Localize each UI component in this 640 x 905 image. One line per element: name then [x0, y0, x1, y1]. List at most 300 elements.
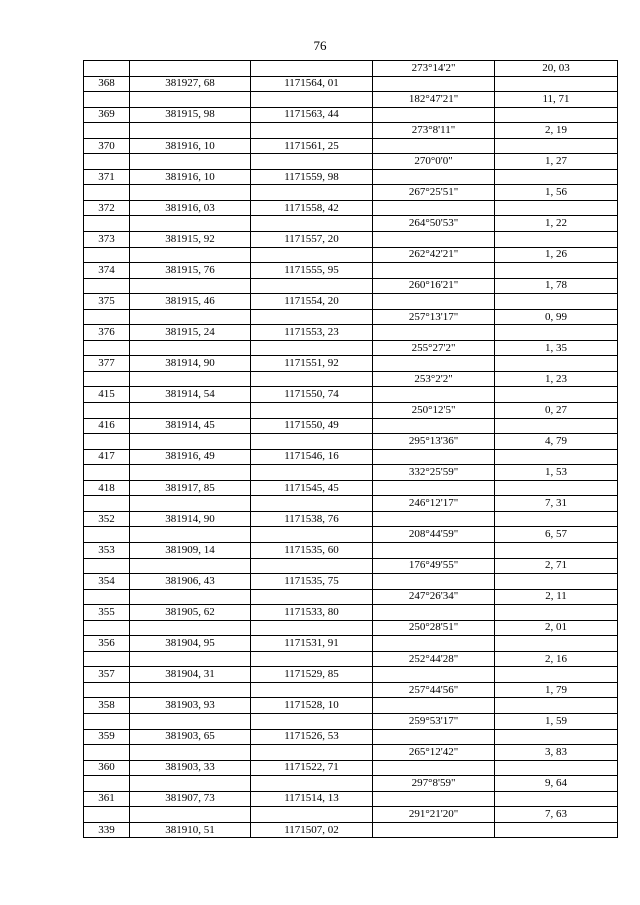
y-coordinate-cell	[251, 185, 373, 201]
y-coordinate-cell: 1171507, 02	[251, 822, 373, 838]
segment-length-cell	[495, 760, 618, 776]
point-cell	[84, 371, 130, 387]
y-coordinate-cell	[251, 589, 373, 605]
segment-length-cell	[495, 200, 618, 216]
direction-angle-cell	[373, 418, 495, 434]
segment-length-cell: 1, 79	[495, 682, 618, 698]
direction-angle-cell: 246°12'17"	[373, 496, 495, 512]
x-coordinate-cell	[130, 527, 251, 543]
point-cell: 368	[84, 76, 130, 92]
point-cell: 417	[84, 449, 130, 465]
direction-angle-cell	[373, 480, 495, 496]
table-row	[84, 589, 618, 605]
direction-angle-cell: 182°47'21"	[373, 92, 495, 108]
direction-angle-cell: 250°28'51"	[373, 620, 495, 636]
direction-angle-cell	[373, 636, 495, 652]
direction-angle-cell: 265°12'42"	[373, 745, 495, 761]
table-row	[84, 434, 618, 450]
table-row	[84, 278, 618, 294]
table-row	[84, 403, 618, 419]
x-coordinate-cell	[130, 496, 251, 512]
direction-angle-cell: 262°42'21"	[373, 247, 495, 263]
x-coordinate-cell	[130, 403, 251, 419]
table-row	[84, 294, 618, 310]
table-row	[84, 698, 618, 714]
table-row	[84, 729, 618, 745]
y-coordinate-cell	[251, 123, 373, 139]
table-row	[84, 496, 618, 512]
x-coordinate-cell: 381914, 45	[130, 418, 251, 434]
point-cell	[84, 465, 130, 481]
direction-angle-cell: 270°0'0"	[373, 154, 495, 170]
segment-length-cell	[495, 449, 618, 465]
direction-angle-cell: 257°13'17"	[373, 309, 495, 325]
point-cell	[84, 61, 130, 77]
x-coordinate-cell	[130, 465, 251, 481]
direction-angle-cell	[373, 791, 495, 807]
table-row	[84, 76, 618, 92]
x-coordinate-cell: 381915, 76	[130, 263, 251, 279]
table-row	[84, 309, 618, 325]
direction-angle-cell	[373, 542, 495, 558]
point-cell	[84, 340, 130, 356]
point-cell: 373	[84, 232, 130, 248]
x-coordinate-cell	[130, 247, 251, 263]
segment-length-cell: 7, 63	[495, 807, 618, 823]
point-cell	[84, 434, 130, 450]
point-cell: 377	[84, 356, 130, 372]
point-cell: 356	[84, 636, 130, 652]
segment-length-cell	[495, 667, 618, 683]
y-coordinate-cell: 1171550, 74	[251, 387, 373, 403]
point-cell	[84, 123, 130, 139]
y-coordinate-cell	[251, 465, 373, 481]
point-cell	[84, 651, 130, 667]
table-row	[84, 154, 618, 170]
direction-angle-cell	[373, 76, 495, 92]
x-coordinate-cell	[130, 340, 251, 356]
x-coordinate-cell	[130, 589, 251, 605]
y-coordinate-cell	[251, 745, 373, 761]
point-cell: 370	[84, 138, 130, 154]
y-coordinate-cell: 1171535, 75	[251, 574, 373, 590]
direction-angle-cell: 267°25'51"	[373, 185, 495, 201]
direction-angle-cell: 264°50'53"	[373, 216, 495, 232]
y-coordinate-cell: 1171553, 23	[251, 325, 373, 341]
segment-length-cell: 2, 19	[495, 123, 618, 139]
y-coordinate-cell	[251, 776, 373, 792]
x-coordinate-cell: 381905, 62	[130, 605, 251, 621]
point-cell	[84, 496, 130, 512]
table-row	[84, 263, 618, 279]
table-row	[84, 340, 618, 356]
segment-length-cell: 2, 11	[495, 589, 618, 605]
x-coordinate-cell: 381914, 54	[130, 387, 251, 403]
segment-length-cell	[495, 511, 618, 527]
y-coordinate-cell	[251, 216, 373, 232]
x-coordinate-cell	[130, 278, 251, 294]
table-row	[84, 216, 618, 232]
segment-length-cell	[495, 542, 618, 558]
segment-length-cell: 20, 03	[495, 61, 618, 77]
y-coordinate-cell	[251, 807, 373, 823]
segment-length-cell	[495, 605, 618, 621]
segment-length-cell	[495, 822, 618, 838]
y-coordinate-cell	[251, 92, 373, 108]
direction-angle-cell	[373, 169, 495, 185]
table-row	[84, 651, 618, 667]
y-coordinate-cell: 1171545, 45	[251, 480, 373, 496]
x-coordinate-cell	[130, 807, 251, 823]
point-cell	[84, 745, 130, 761]
direction-angle-cell: 253°2'2"	[373, 371, 495, 387]
y-coordinate-cell: 1171528, 10	[251, 698, 373, 714]
point-cell	[84, 92, 130, 108]
y-coordinate-cell	[251, 154, 373, 170]
point-cell: 372	[84, 200, 130, 216]
direction-angle-cell	[373, 263, 495, 279]
segment-length-cell: 2, 71	[495, 558, 618, 574]
point-cell	[84, 154, 130, 170]
point-cell: 369	[84, 107, 130, 123]
point-cell: 361	[84, 791, 130, 807]
x-coordinate-cell	[130, 371, 251, 387]
point-cell: 353	[84, 542, 130, 558]
segment-length-cell	[495, 107, 618, 123]
segment-length-cell: 1, 26	[495, 247, 618, 263]
y-coordinate-cell	[251, 247, 373, 263]
direction-angle-cell	[373, 511, 495, 527]
direction-angle-cell: 297°8'59"	[373, 776, 495, 792]
point-cell	[84, 216, 130, 232]
point-cell	[84, 278, 130, 294]
y-coordinate-cell	[251, 558, 373, 574]
point-cell	[84, 807, 130, 823]
segment-length-cell: 2, 16	[495, 651, 618, 667]
table-row	[84, 325, 618, 341]
segment-length-cell: 0, 27	[495, 403, 618, 419]
point-cell: 418	[84, 480, 130, 496]
table-row	[84, 745, 618, 761]
x-coordinate-cell: 381914, 90	[130, 511, 251, 527]
x-coordinate-cell	[130, 558, 251, 574]
y-coordinate-cell: 1171546, 16	[251, 449, 373, 465]
x-coordinate-cell: 381915, 24	[130, 325, 251, 341]
x-coordinate-cell: 381903, 93	[130, 698, 251, 714]
x-coordinate-cell: 381916, 10	[130, 169, 251, 185]
segment-length-cell: 1, 23	[495, 371, 618, 387]
segment-length-cell: 1, 27	[495, 154, 618, 170]
table-row	[84, 636, 618, 652]
point-cell: 376	[84, 325, 130, 341]
segment-length-cell	[495, 263, 618, 279]
table-row	[84, 760, 618, 776]
segment-length-cell: 11, 71	[495, 92, 618, 108]
segment-length-cell: 1, 53	[495, 465, 618, 481]
point-cell: 339	[84, 822, 130, 838]
y-coordinate-cell	[251, 61, 373, 77]
x-coordinate-cell: 381906, 43	[130, 574, 251, 590]
y-coordinate-cell	[251, 278, 373, 294]
coordinates-table	[83, 60, 618, 838]
point-cell	[84, 558, 130, 574]
y-coordinate-cell: 1171559, 98	[251, 169, 373, 185]
point-cell: 371	[84, 169, 130, 185]
table-row	[84, 465, 618, 481]
point-cell	[84, 247, 130, 263]
y-coordinate-cell	[251, 403, 373, 419]
x-coordinate-cell: 381927, 68	[130, 76, 251, 92]
point-cell: 416	[84, 418, 130, 434]
y-coordinate-cell: 1171522, 71	[251, 760, 373, 776]
table-row	[84, 356, 618, 372]
table-row	[84, 620, 618, 636]
direction-angle-cell: 208°44'59"	[373, 527, 495, 543]
x-coordinate-cell: 381903, 65	[130, 729, 251, 745]
direction-angle-cell: 273°14'2"	[373, 61, 495, 77]
y-coordinate-cell	[251, 496, 373, 512]
x-coordinate-cell: 381916, 10	[130, 138, 251, 154]
segment-length-cell: 1, 78	[495, 278, 618, 294]
y-coordinate-cell: 1171563, 44	[251, 107, 373, 123]
table-row	[84, 61, 618, 77]
table-row	[84, 713, 618, 729]
table-row	[84, 791, 618, 807]
table-row	[84, 247, 618, 263]
direction-angle-cell	[373, 574, 495, 590]
direction-angle-cell	[373, 138, 495, 154]
y-coordinate-cell: 1171557, 20	[251, 232, 373, 248]
direction-angle-cell: 273°8'11"	[373, 123, 495, 139]
point-cell	[84, 589, 130, 605]
segment-length-cell: 1, 35	[495, 340, 618, 356]
table-row	[84, 232, 618, 248]
table-row	[84, 682, 618, 698]
x-coordinate-cell: 381915, 98	[130, 107, 251, 123]
point-cell: 355	[84, 605, 130, 621]
x-coordinate-cell	[130, 713, 251, 729]
direction-angle-cell: 252°44'28"	[373, 651, 495, 667]
y-coordinate-cell: 1171551, 92	[251, 356, 373, 372]
x-coordinate-cell	[130, 154, 251, 170]
y-coordinate-cell: 1171538, 76	[251, 511, 373, 527]
x-coordinate-cell: 381910, 51	[130, 822, 251, 838]
y-coordinate-cell	[251, 309, 373, 325]
table-row	[84, 169, 618, 185]
x-coordinate-cell	[130, 682, 251, 698]
x-coordinate-cell: 381904, 95	[130, 636, 251, 652]
segment-length-cell	[495, 138, 618, 154]
x-coordinate-cell	[130, 123, 251, 139]
table-row	[84, 480, 618, 496]
segment-length-cell	[495, 574, 618, 590]
direction-angle-cell: 260°16'21"	[373, 278, 495, 294]
x-coordinate-cell	[130, 776, 251, 792]
point-cell	[84, 682, 130, 698]
x-coordinate-cell: 381916, 03	[130, 200, 251, 216]
direction-angle-cell: 250°12'5"	[373, 403, 495, 419]
direction-angle-cell: 257°44'56"	[373, 682, 495, 698]
segment-length-cell: 1, 22	[495, 216, 618, 232]
direction-angle-cell: 332°25'59"	[373, 465, 495, 481]
y-coordinate-cell: 1171550, 49	[251, 418, 373, 434]
segment-length-cell: 2, 01	[495, 620, 618, 636]
y-coordinate-cell	[251, 434, 373, 450]
table-row	[84, 387, 618, 403]
direction-angle-cell	[373, 325, 495, 341]
point-cell: 359	[84, 729, 130, 745]
x-coordinate-cell	[130, 745, 251, 761]
x-coordinate-cell: 381915, 46	[130, 294, 251, 310]
y-coordinate-cell: 1171529, 85	[251, 667, 373, 683]
direction-angle-cell	[373, 107, 495, 123]
y-coordinate-cell	[251, 371, 373, 387]
direction-angle-cell	[373, 822, 495, 838]
table-row	[84, 822, 618, 838]
point-cell: 358	[84, 698, 130, 714]
point-cell	[84, 713, 130, 729]
page-number: 76	[313, 38, 327, 53]
table-row	[84, 605, 618, 621]
direction-angle-cell	[373, 387, 495, 403]
segment-length-cell: 7, 31	[495, 496, 618, 512]
x-coordinate-cell	[130, 651, 251, 667]
direction-angle-cell	[373, 760, 495, 776]
segment-length-cell	[495, 356, 618, 372]
x-coordinate-cell	[130, 92, 251, 108]
segment-length-cell	[495, 169, 618, 185]
x-coordinate-cell	[130, 216, 251, 232]
x-coordinate-cell: 381903, 33	[130, 760, 251, 776]
segment-length-cell	[495, 232, 618, 248]
direction-angle-cell: 295°13'36"	[373, 434, 495, 450]
point-cell	[84, 309, 130, 325]
segment-length-cell: 4, 79	[495, 434, 618, 450]
segment-length-cell	[495, 698, 618, 714]
table-row	[84, 807, 618, 823]
segment-length-cell	[495, 387, 618, 403]
coordinates-table-body	[84, 61, 618, 838]
x-coordinate-cell: 381914, 90	[130, 356, 251, 372]
segment-length-cell	[495, 418, 618, 434]
segment-length-cell: 6, 57	[495, 527, 618, 543]
table-row	[84, 511, 618, 527]
segment-length-cell	[495, 791, 618, 807]
x-coordinate-cell: 381909, 14	[130, 542, 251, 558]
y-coordinate-cell: 1171555, 95	[251, 263, 373, 279]
point-cell: 352	[84, 511, 130, 527]
table-row	[84, 371, 618, 387]
segment-length-cell: 1, 56	[495, 185, 618, 201]
x-coordinate-cell	[130, 185, 251, 201]
y-coordinate-cell	[251, 527, 373, 543]
point-cell	[84, 185, 130, 201]
point-cell: 354	[84, 574, 130, 590]
direction-angle-cell	[373, 200, 495, 216]
x-coordinate-cell	[130, 309, 251, 325]
point-cell	[84, 776, 130, 792]
table-row	[84, 542, 618, 558]
table-row	[84, 449, 618, 465]
segment-length-cell	[495, 76, 618, 92]
table-row	[84, 527, 618, 543]
segment-length-cell	[495, 636, 618, 652]
point-cell	[84, 527, 130, 543]
y-coordinate-cell	[251, 682, 373, 698]
table-row	[84, 776, 618, 792]
segment-length-cell: 3, 83	[495, 745, 618, 761]
point-cell	[84, 620, 130, 636]
x-coordinate-cell	[130, 434, 251, 450]
y-coordinate-cell	[251, 713, 373, 729]
y-coordinate-cell: 1171526, 53	[251, 729, 373, 745]
segment-length-cell	[495, 729, 618, 745]
direction-angle-cell	[373, 232, 495, 248]
segment-length-cell: 9, 64	[495, 776, 618, 792]
y-coordinate-cell: 1171554, 20	[251, 294, 373, 310]
y-coordinate-cell: 1171533, 80	[251, 605, 373, 621]
direction-angle-cell	[373, 667, 495, 683]
direction-angle-cell: 291°21'20"	[373, 807, 495, 823]
y-coordinate-cell: 1171561, 25	[251, 138, 373, 154]
direction-angle-cell: 259°53'17"	[373, 713, 495, 729]
point-cell: 374	[84, 263, 130, 279]
direction-angle-cell	[373, 698, 495, 714]
point-cell: 357	[84, 667, 130, 683]
table-row	[84, 558, 618, 574]
x-coordinate-cell: 381904, 31	[130, 667, 251, 683]
segment-length-cell	[495, 294, 618, 310]
segment-length-cell: 1, 59	[495, 713, 618, 729]
table-row	[84, 667, 618, 683]
direction-angle-cell: 247°26'34"	[373, 589, 495, 605]
table-row	[84, 138, 618, 154]
y-coordinate-cell	[251, 620, 373, 636]
table-row	[84, 123, 618, 139]
direction-angle-cell: 176°49'55"	[373, 558, 495, 574]
y-coordinate-cell: 1171535, 60	[251, 542, 373, 558]
table-row	[84, 185, 618, 201]
direction-angle-cell	[373, 605, 495, 621]
x-coordinate-cell: 381907, 73	[130, 791, 251, 807]
point-cell: 415	[84, 387, 130, 403]
direction-angle-cell: 255°27'2"	[373, 340, 495, 356]
table-row	[84, 418, 618, 434]
segment-length-cell	[495, 325, 618, 341]
x-coordinate-cell: 381915, 92	[130, 232, 251, 248]
table-row	[84, 574, 618, 590]
direction-angle-cell	[373, 294, 495, 310]
y-coordinate-cell	[251, 651, 373, 667]
x-coordinate-cell	[130, 61, 251, 77]
direction-angle-cell	[373, 449, 495, 465]
table-row	[84, 200, 618, 216]
y-coordinate-cell: 1171514, 13	[251, 791, 373, 807]
table-row	[84, 92, 618, 108]
x-coordinate-cell: 381917, 85	[130, 480, 251, 496]
direction-angle-cell	[373, 729, 495, 745]
y-coordinate-cell	[251, 340, 373, 356]
point-cell	[84, 403, 130, 419]
segment-length-cell	[495, 480, 618, 496]
x-coordinate-cell	[130, 620, 251, 636]
x-coordinate-cell: 381916, 49	[130, 449, 251, 465]
direction-angle-cell	[373, 356, 495, 372]
y-coordinate-cell: 1171564, 01	[251, 76, 373, 92]
point-cell: 375	[84, 294, 130, 310]
table-row	[84, 107, 618, 123]
y-coordinate-cell: 1171531, 91	[251, 636, 373, 652]
